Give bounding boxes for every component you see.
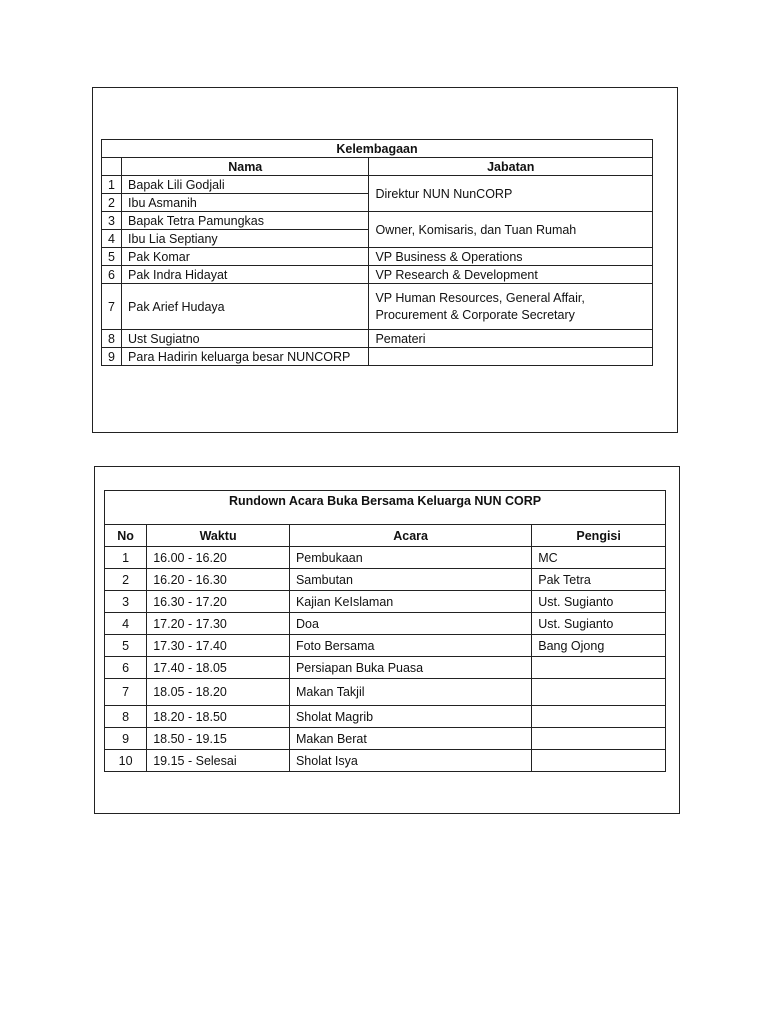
table-row	[102, 176, 653, 194]
header-jabatan: Jabatan	[369, 158, 653, 176]
table-row	[102, 212, 653, 230]
row-pengisi: Pak Tetra	[532, 569, 666, 591]
table-row	[102, 266, 653, 284]
table-title: Kelembagaan	[102, 140, 653, 158]
rundown-frame	[94, 466, 680, 814]
row-no: 4	[105, 613, 147, 635]
row-no: 3	[105, 591, 147, 613]
header-no	[102, 158, 122, 176]
row-waktu: 17.40 - 18.05	[147, 657, 290, 679]
row-nama: Bapak Lili Godjali	[122, 176, 369, 194]
row-pengisi: Ust. Sugianto	[532, 591, 666, 613]
header-nama: Nama	[122, 158, 369, 176]
row-acara: Pembukaan	[289, 547, 531, 569]
row-waktu: 16.30 - 17.20	[147, 591, 290, 613]
row-nama: Bapak Tetra Pamungkas	[122, 212, 369, 230]
row-acara: Persiapan Buka Puasa	[289, 657, 531, 679]
row-no: 2	[105, 569, 147, 591]
row-pengisi	[532, 728, 666, 750]
table-row	[102, 248, 653, 266]
table-row	[105, 657, 666, 679]
row-no: 2	[102, 194, 122, 212]
row-waktu: 17.30 - 17.40	[147, 635, 290, 657]
rundown-table	[104, 490, 666, 772]
table-row	[105, 750, 666, 772]
row-nama: Para Hadirin keluarga besar NUNCORP	[122, 348, 369, 366]
row-jabatan: Direktur NUN NunCORP	[369, 176, 653, 212]
table-row	[105, 613, 666, 635]
row-pengisi: Bang Ojong	[532, 635, 666, 657]
table-row	[105, 569, 666, 591]
row-pengisi	[532, 706, 666, 728]
header-acara: Acara	[289, 525, 531, 547]
table-row	[105, 591, 666, 613]
row-no: 6	[102, 266, 122, 284]
row-waktu: 18.20 - 18.50	[147, 706, 290, 728]
row-waktu: 18.05 - 18.20	[147, 679, 290, 706]
table-row	[105, 728, 666, 750]
row-no: 3	[102, 212, 122, 230]
table-row	[102, 330, 653, 348]
row-nama: Ust Sugiatno	[122, 330, 369, 348]
row-nama: Pak Arief Hudaya	[122, 284, 369, 330]
jabatan-line-1: VP Human Resources, General Affair,	[375, 290, 585, 305]
table-row	[105, 679, 666, 706]
row-jabatan: Owner, Komisaris, dan Tuan Rumah	[369, 212, 653, 248]
row-waktu: 18.50 - 19.15	[147, 728, 290, 750]
row-no: 7	[105, 679, 147, 706]
row-no: 8	[102, 330, 122, 348]
table-row	[105, 635, 666, 657]
row-acara: Foto Bersama	[289, 635, 531, 657]
row-jabatan	[369, 284, 653, 330]
row-pengisi	[532, 657, 666, 679]
row-no: 10	[105, 750, 147, 772]
row-no: 9	[102, 348, 122, 366]
row-jabatan: VP Research & Development	[369, 266, 653, 284]
row-jabatan: VP Business & Operations	[369, 248, 653, 266]
row-nama: Pak Komar	[122, 248, 369, 266]
row-nama: Ibu Lia Septiany	[122, 230, 369, 248]
row-acara: Makan Berat	[289, 728, 531, 750]
row-no: 7	[102, 284, 122, 330]
header-no: No	[105, 525, 147, 547]
row-nama: Ibu Asmanih	[122, 194, 369, 212]
row-no: 8	[105, 706, 147, 728]
kelembagaan-table	[101, 139, 653, 366]
row-pengisi: Ust. Sugianto	[532, 613, 666, 635]
row-jabatan	[369, 348, 653, 366]
header-pengisi: Pengisi	[532, 525, 666, 547]
row-no: 1	[105, 547, 147, 569]
row-pengisi	[532, 750, 666, 772]
row-acara: Sambutan	[289, 569, 531, 591]
row-pengisi: MC	[532, 547, 666, 569]
row-acara: Sholat Isya	[289, 750, 531, 772]
row-waktu: 16.00 - 16.20	[147, 547, 290, 569]
kelembagaan-frame	[92, 87, 678, 433]
row-waktu: 16.20 - 16.30	[147, 569, 290, 591]
jabatan-line-2: Procurement & Corporate Secretary	[375, 307, 575, 322]
table-title: Rundown Acara Buka Bersama Keluarga NUN CORP	[105, 491, 666, 525]
row-acara: Sholat Magrib	[289, 706, 531, 728]
table-row	[102, 348, 653, 366]
row-no: 9	[105, 728, 147, 750]
table-row	[105, 706, 666, 728]
header-waktu: Waktu	[147, 525, 290, 547]
table-row	[105, 547, 666, 569]
row-no: 5	[105, 635, 147, 657]
row-jabatan: Pemateri	[369, 330, 653, 348]
row-waktu: 17.20 - 17.30	[147, 613, 290, 635]
row-pengisi	[532, 679, 666, 706]
row-nama: Pak Indra Hidayat	[122, 266, 369, 284]
row-waktu: 19.15 - Selesai	[147, 750, 290, 772]
table-row	[102, 284, 653, 330]
row-acara: Kajian KeIslaman	[289, 591, 531, 613]
row-no: 1	[102, 176, 122, 194]
row-no: 5	[102, 248, 122, 266]
row-acara: Makan Takjil	[289, 679, 531, 706]
row-acara: Doa	[289, 613, 531, 635]
row-no: 6	[105, 657, 147, 679]
row-no: 4	[102, 230, 122, 248]
